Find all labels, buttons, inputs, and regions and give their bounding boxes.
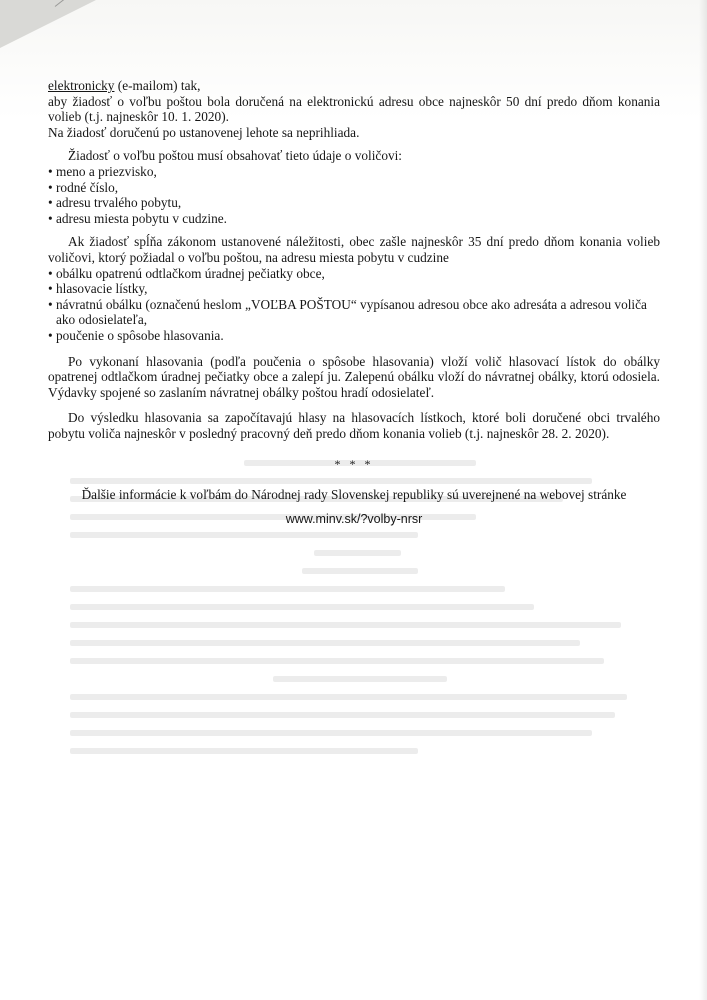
list-item: • meno a priezvisko, [48,164,660,180]
document-body [48,78,660,527]
ministry-url: www.minv.sk/?volby-nrsr [285,511,423,526]
municipality-sends-paragraph: Ak žiadosť spĺňa zákonom ustanovené náležitosti, obec zašle najneskôr 35 dní predo dňom konania volieb voličovi, ktorý požiadal o voľbu poštou, na adresu miesta pobytu v cudzine [48,234,660,265]
list-item: • obálku opatrenú odtlačkom úradnej pečiatky obce, [48,266,660,282]
required-data-intro: Žiadosť o voľbu poštou musí obsahovať tieto údaje o voličovi: [68,148,403,164]
late-request-note: Na žiadosť doručenú po ustanovenej lehote sa neprihliada. [48,124,360,140]
page-edge-shadow [699,0,707,1000]
list-item: • rodné číslo, [48,180,660,196]
vote-counting-paragraph: Do výsledku hlasovania sa započítavajú hlasy na hlasovacích lístkoch, ktoré boli doručené obci trvalého pobytu voliča najneskôr v posledný pracovný deň predo dňom konania volieb (t.j. najneskôr 28. 2. 2020). [48,410,660,441]
opening-line: elektronicky (e-mailom) tak, [48,78,201,93]
email-method-link: elektronicky [48,78,115,93]
deadline-paragraph: aby žiadosť o voľbu poštou bola doručená na elektronickú adresu obce najneskôr 50 dní predo dňom konania volieb (t.j. najneskôr 10. 1. 2020). [48,93,660,125]
list-item: • hlasovacie lístky, [48,281,660,297]
list-item: • návratnú obálku (označenú heslom „VOĽBA POŠTOU“ vypísanou adresou obce ako adresáta a adresou voliča ako odosielateľa, [48,297,660,328]
list-item: • poučenie o spôsobe hlasovania. [48,328,660,344]
more-info-text: Ďalšie informácie k voľbám do Národnej rady Slovenskej republiky sú uverejnené na webovej stránke [81,487,627,503]
required-data-list [48,164,660,226]
voting-procedure-paragraph: Po vykonaní hlasovania (podľa poučenia o spôsobe hlasovania) vloží volič hlasovací lístok do obálky opatrenej odtlačkom úradnej pečiatky obce a zalepí ju. Zalepenú obálku vloží do návratnej obálky, ktorú odosiela. Výdavky spojené so zaslaním návratnej obálky poštou hradí odosielateľ. [48,353,660,400]
mailing-contents-list [48,266,660,344]
list-item: • adresu miesta pobytu v cudzine. [48,211,660,227]
list-item: • adresu trvalého pobytu, [48,195,660,211]
bleed-through-text [70,460,650,920]
folded-corner [0,0,96,48]
section-separator: * * * [334,457,374,472]
